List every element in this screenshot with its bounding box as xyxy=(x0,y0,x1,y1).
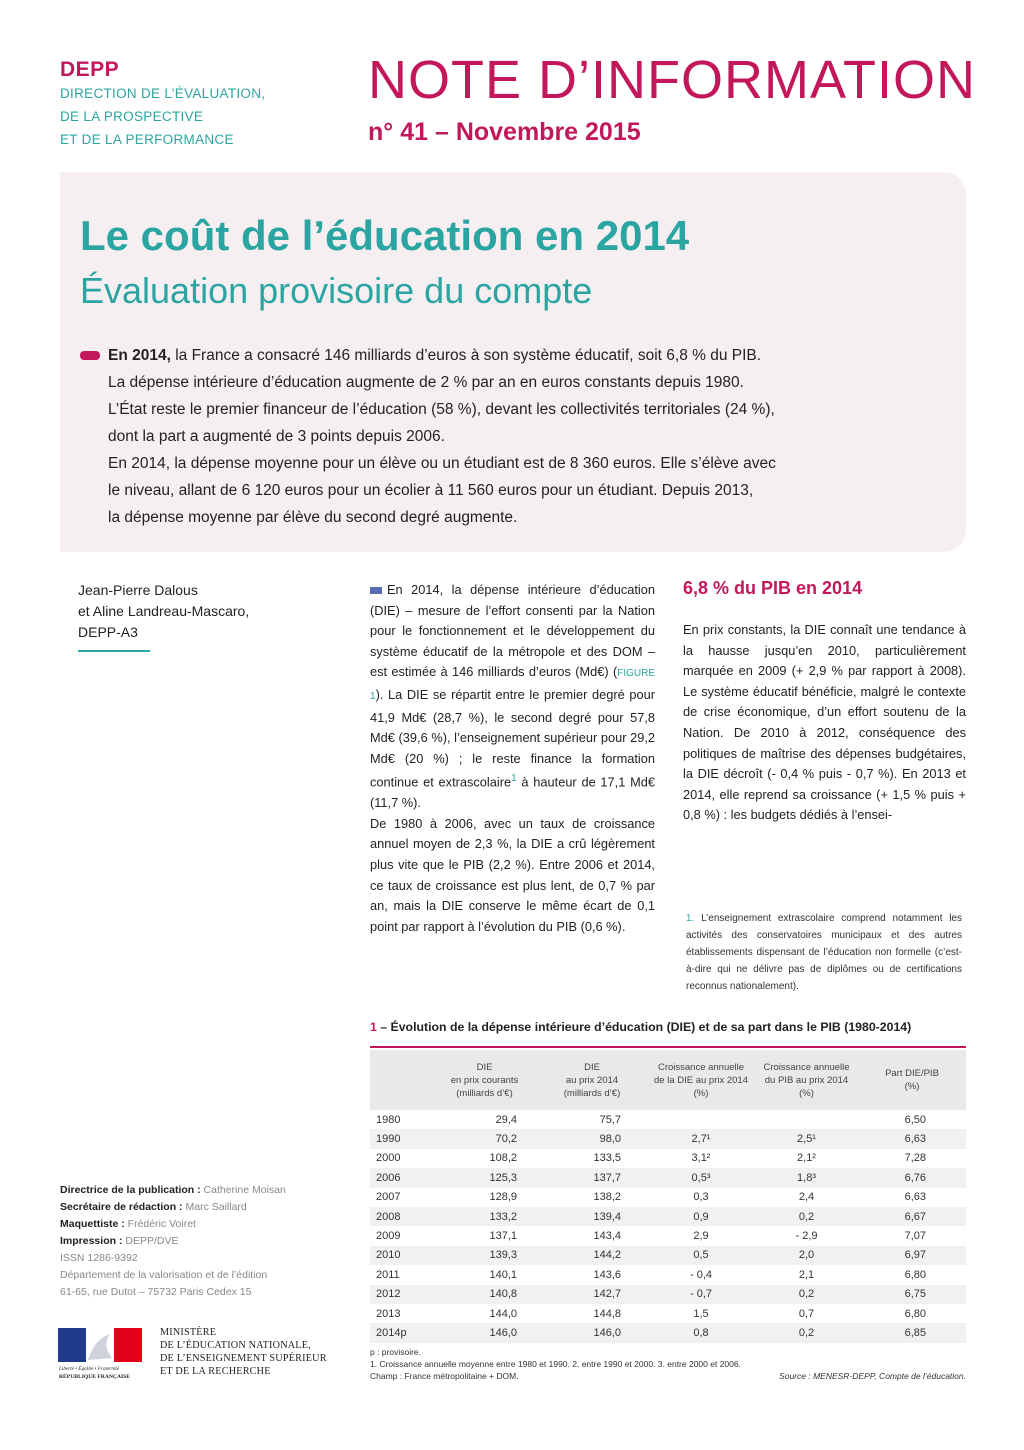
colophon-label: Secrétaire de rédaction : xyxy=(60,1201,183,1213)
table-cell: 143,6 xyxy=(593,1268,621,1281)
body-text: ). La DIE se répartit entre le premier degré pour 41,9 Md€ (28,7 %), le second degré pour 57,8 Md€ (39,6 %), l’enseignement supérieur pour 29,2 Md€ (20 %) ; le reste finance la formation continue et extrascolaire xyxy=(370,686,655,790)
table-cell: 29,4 xyxy=(495,1113,517,1126)
body-text: à hauteur de 17,1 Md€ (11,7 %). xyxy=(370,774,655,811)
table-row xyxy=(370,1188,966,1207)
footnote-ref[interactable]: 1 xyxy=(511,773,517,785)
table-cell xyxy=(755,1110,858,1129)
author-line: Jean-Pierre Dalous xyxy=(78,582,198,598)
ministry-line: DE L’ENSEIGNEMENT SUPÉRIEUR xyxy=(160,1353,327,1364)
colophon-label: Directrice de la publication : xyxy=(60,1184,201,1196)
body-paragraph: De 1980 à 2006, avec un taux de croissance annuel moyen de 2,3 %, la DIE a crû légèrement plus vite que le PIB (2,2 %). Entre 2006 et 2014, ce taux de croissance est plus lent, de 0,7 % par an, mais la DIE conserve le même écart de 0,1 point par rapport à l’évolution du PIB (0,6 %). xyxy=(370,815,655,934)
body-paragraph xyxy=(370,580,655,814)
table-row xyxy=(370,1207,966,1226)
table-cell: 108,2 xyxy=(489,1152,517,1165)
colophon-line xyxy=(60,1233,286,1250)
colophon-label: Maquettiste : xyxy=(60,1218,125,1230)
ministry-name xyxy=(160,1326,327,1378)
table-cell: 133,5 xyxy=(593,1152,621,1165)
table-cell-year: 2007 xyxy=(376,1191,401,1204)
table-cell: 125,3 xyxy=(432,1168,537,1187)
colophon-label: Impression : xyxy=(60,1235,123,1247)
table-cell: 0,2 xyxy=(755,1285,858,1304)
marianne-logo xyxy=(58,1328,144,1380)
table-cell-year: 2014p xyxy=(370,1323,432,1342)
publication-title: NOTE D’INFORMATION xyxy=(368,50,976,110)
table-cell: 0,2 xyxy=(755,1207,858,1226)
section-title: 6,8 % du PIB en 2014 xyxy=(683,578,863,598)
table-cell: 6,63 xyxy=(858,1129,966,1148)
table-cell: 6,50 xyxy=(904,1113,926,1126)
ministry-line: DE L’ÉDUCATION NATIONALE, xyxy=(160,1340,311,1351)
logo-motto: Liberté • Égalité • Fraternité xyxy=(59,1366,120,1372)
table-cell: 6,80 xyxy=(904,1268,926,1281)
figure-number: 1 xyxy=(370,1020,377,1034)
summary-lead: En 2014, xyxy=(108,347,171,364)
figure-1-link[interactable]: FIGURE 1 xyxy=(370,668,655,702)
table-cell: 133,2 xyxy=(432,1207,537,1226)
table-cell: 0,3 xyxy=(693,1191,709,1204)
table-cell-year: 2013 xyxy=(376,1307,401,1320)
table-cell: 137,7 xyxy=(537,1168,647,1187)
masthead xyxy=(368,48,976,147)
table-cell-year: 2000 xyxy=(376,1152,401,1165)
summary-line: le niveau, allant de 6 120 euros pour un écolier à 11 560 euros pour un étudiant. Depuis 2013, xyxy=(108,482,754,499)
summary-line: la dépense moyenne par élève du second degré augmente. xyxy=(108,509,518,526)
table-cell: 144,8 xyxy=(593,1307,621,1320)
table-cell: 6,97 xyxy=(858,1246,966,1265)
summary-text xyxy=(80,342,950,531)
table-cell: 146,0 xyxy=(432,1323,537,1342)
depp-org-line: ET DE LA PERFORMANCE xyxy=(60,132,234,147)
table-row xyxy=(370,1149,966,1168)
authors xyxy=(78,580,249,643)
table-cell: 144,2 xyxy=(537,1246,647,1265)
table-cell-year: 2009 xyxy=(376,1230,401,1243)
table-cell: 7,07 xyxy=(904,1230,926,1243)
document-subtitle: Évaluation provisoire du compte xyxy=(80,270,593,311)
table-source: Source : MENESR-DEPP, Compte de l’éducation. xyxy=(779,1371,966,1381)
table-cell: 6,80 xyxy=(904,1307,926,1320)
table-cell: 139,3 xyxy=(432,1246,537,1265)
body-text: En 2014, la dépense intérieure d’éducation (DIE) – mesure de l’effort consenti par la Nation pour le fonctionnement et le développement du système éducatif de la métropole et des DOM – est estimée à 146 milliards d’euros (Md€) ( xyxy=(370,582,655,680)
depp-header xyxy=(60,58,265,151)
bullet-icon xyxy=(80,351,100,360)
table-cell: 6,85 xyxy=(858,1323,966,1342)
table-header-row xyxy=(370,1050,966,1110)
logo-republic: RÉPUBLIQUE FRANÇAISE xyxy=(59,1374,131,1380)
table-row xyxy=(370,1285,966,1304)
summary-line: En 2014, la dépense moyenne pour un élève ou un étudiant est de 8 360 euros. Elle s’élève avec xyxy=(108,455,776,472)
table-note: 1. Croissance annuelle moyenne entre 1980 et 1990. 2. entre 1990 et 2000. 3. entre 2000 et 2006. xyxy=(370,1359,741,1369)
colophon-line xyxy=(60,1284,286,1301)
table-column-header: Croissance annuelle de la DIE au prix 2014 (%) xyxy=(647,1050,755,1110)
table-cell: 0,5³ xyxy=(647,1168,755,1187)
document-title: Le coût de l’éducation en 2014 xyxy=(80,212,690,259)
colophon-line xyxy=(60,1250,286,1267)
table-cell: 2,5¹ xyxy=(755,1129,858,1148)
table-cell: 139,4 xyxy=(537,1207,647,1226)
colophon-value: Département de la valorisation et de l’édition xyxy=(60,1269,268,1281)
table-cell: 6,75 xyxy=(858,1285,966,1304)
colophon-value: Catherine Moisan xyxy=(200,1184,286,1196)
authors-divider xyxy=(78,650,150,652)
table-column-header: DIE en prix courants (milliards d’€) xyxy=(432,1050,537,1110)
table-cell: 6,63 xyxy=(904,1191,926,1204)
table-cell: 0,9 xyxy=(647,1207,755,1226)
table-cell: 140,1 xyxy=(489,1268,517,1281)
table-cell: - 2,9 xyxy=(795,1230,818,1243)
colophon xyxy=(60,1182,286,1301)
colophon-line xyxy=(60,1216,286,1233)
table-column-header xyxy=(370,1050,432,1110)
body-column-2 xyxy=(683,620,966,826)
table-cell: - 0,7 xyxy=(647,1285,755,1304)
table-cell-year: 2011 xyxy=(376,1268,400,1281)
table-cell: 146,0 xyxy=(537,1323,647,1342)
caption-divider xyxy=(370,1046,966,1048)
table-column-header: Part DIE/PIB (%) xyxy=(858,1050,966,1110)
table-cell: 144,0 xyxy=(489,1307,517,1320)
table-row xyxy=(370,1246,966,1265)
table-cell: 2,9 xyxy=(693,1230,709,1243)
table-column-header: DIE au prix 2014 (milliards d’€) xyxy=(537,1050,647,1110)
table-cell: 0,5 xyxy=(647,1246,755,1265)
table-cell: 1,5 xyxy=(693,1307,709,1320)
table-cell-year: 2008 xyxy=(370,1207,432,1226)
paragraph-marker-icon xyxy=(370,587,382,594)
footnote-number: 1. xyxy=(686,913,695,924)
table-cell: 75,7 xyxy=(599,1113,621,1126)
author-line: DEPP-A3 xyxy=(78,624,138,640)
table-body xyxy=(370,1110,966,1343)
table-row xyxy=(370,1110,966,1129)
figure-caption-text: – Évolution de la dépense intérieure d’éducation (DIE) et de sa part dans le PIB (1980-2014) xyxy=(376,1020,912,1034)
colophon-line xyxy=(60,1182,286,1199)
table-cell: 2,1 xyxy=(798,1268,815,1281)
table-row xyxy=(370,1168,966,1187)
table-cell-year: 2012 xyxy=(370,1285,432,1304)
table-cell: 128,9 xyxy=(489,1191,517,1204)
depp-org-line: DIRECTION DE L’ÉVALUATION, xyxy=(60,86,266,101)
colophon-value: DEPP/DVE xyxy=(122,1235,179,1247)
colophon-value: Marc Saillard xyxy=(182,1201,247,1213)
table-cell: 1,8³ xyxy=(755,1168,858,1187)
colophon-line xyxy=(60,1199,286,1216)
table-cell: 6,76 xyxy=(858,1168,966,1187)
table-column-header: Croissance annuelle du PIB au prix 2014 (%) xyxy=(755,1050,858,1110)
footnote-text: L’enseignement extrascolaire comprend notamment les activités des conservatoires municipaux et des autres établissements dispensant de l’éducation non formelle (c’est-à-dire qui ne délivre pas de diplômes ou de certifications reconnus nationalement). xyxy=(686,913,962,992)
table-cell: 137,1 xyxy=(489,1230,517,1243)
table-cell-year: 1990 xyxy=(370,1129,432,1148)
summary-line: la France a consacré 146 milliards d’euros à son système éducatif, soit 6,8 % du PIB. xyxy=(170,347,762,364)
table-cell-year: 2010 xyxy=(370,1246,432,1265)
table-cell: 0,2 xyxy=(755,1323,858,1342)
table-cell: 0,7 xyxy=(798,1307,815,1320)
table-row xyxy=(370,1323,966,1342)
table-row xyxy=(370,1265,966,1284)
table-cell: 2,4 xyxy=(798,1191,815,1204)
colophon-value: 61-65, rue Dutot – 75732 Paris Cedex 15 xyxy=(60,1286,252,1298)
table-cell: 142,7 xyxy=(537,1285,647,1304)
table-cell-year: 1980 xyxy=(376,1113,401,1126)
table-cell: - 0,4 xyxy=(689,1268,712,1281)
table-cell: 6,67 xyxy=(858,1207,966,1226)
table-cell: 138,2 xyxy=(593,1191,621,1204)
summary-line: dont la part a augmenté de 3 points depuis 2006. xyxy=(108,428,445,445)
summary-line: L’État reste le premier financeur de l’éducation (58 %), devant les collectivités territoriales (24 %), xyxy=(108,401,775,418)
author-line: et Aline Landreau-Mascaro, xyxy=(78,603,250,619)
depp-org-name: DEPP xyxy=(60,58,120,81)
die-table xyxy=(370,1050,966,1343)
summary-box xyxy=(60,172,966,552)
body-paragraph: En prix constants, la DIE connaît une tendance à la hausse jusqu’en 2010, particulièrement marquée en 2009 (+ 2,9 % par rapport à 2008). Le système éducatif bénéficie, malgré le contexte de crise économique, d’un effort soutenu de la Nation. De 2010 à 2012, conséquence des politiques de maîtrise des dépenses budgétaires, la DIE décroît (- 0,4 % puis - 0,7 %). En 2013 et 2014, elle reprend sa croissance (+ 1,5 % puis + 0,8 %) : les budgets dédiés à l’ensei- xyxy=(683,622,966,823)
footnote xyxy=(686,910,962,995)
table-cell: 2,0 xyxy=(755,1246,858,1265)
table-cell xyxy=(647,1110,755,1129)
table-cell: 2,7¹ xyxy=(647,1129,755,1148)
summary-line: La dépense intérieure d’éducation augmente de 2 % par an en euros constants depuis 1980. xyxy=(108,374,744,391)
table-cell: 70,2 xyxy=(432,1129,537,1148)
table-row xyxy=(370,1304,966,1323)
table-row xyxy=(370,1226,966,1245)
colophon-line xyxy=(60,1267,286,1284)
figure-caption xyxy=(370,1020,911,1034)
ministry-line: MINISTÈRE xyxy=(160,1327,217,1338)
table-cell: 140,8 xyxy=(432,1285,537,1304)
ministry-line: ET DE LA RECHERCHE xyxy=(160,1366,271,1377)
table-cell: 2,1² xyxy=(797,1152,816,1165)
body-column-1 xyxy=(370,580,655,937)
issue-number: n° 41 – Novembre 2015 xyxy=(368,118,641,146)
colophon-value: Frédéric Voiret xyxy=(124,1218,196,1230)
table-notes xyxy=(370,1346,966,1382)
table-cell: 143,4 xyxy=(593,1230,621,1243)
table-row xyxy=(370,1129,966,1148)
table-cell-year: 2006 xyxy=(370,1168,432,1187)
depp-org-line: DE LA PROSPECTIVE xyxy=(60,109,204,124)
table-cell: 98,0 xyxy=(537,1129,647,1148)
table-cell: 3,1² xyxy=(691,1152,711,1165)
table-cell: 7,28 xyxy=(904,1152,926,1165)
table-cell: 0,8 xyxy=(647,1323,755,1342)
colophon-value: ISSN 1286-9392 xyxy=(60,1252,138,1264)
table-note: p : provisoire. xyxy=(370,1347,422,1357)
table-note: Champ : France métropolitaine + DOM. xyxy=(370,1371,519,1381)
